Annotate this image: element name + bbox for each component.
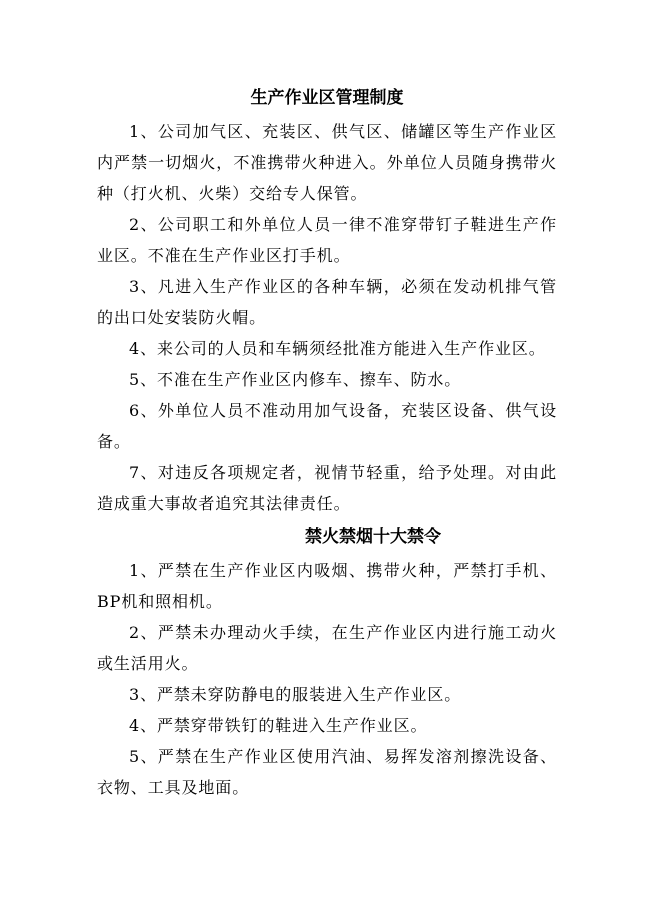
prohibition-paragraph: 4、严禁穿带铁钉的鞋进入生产作业区。 (129, 716, 428, 735)
rule-paragraph: 3、凡进入生产作业区的各种车辆，必须在发动机排气管的出口处安装防火帽。 (97, 277, 557, 327)
rule-paragraph: 4、来公司的人员和车辆须经批准方能进入生产作业区。 (129, 339, 546, 358)
fire-smoke-prohibitions-title: 禁火禁烟十大禁令 (305, 527, 441, 547)
prohibition-paragraph: 1、严禁在生产作业区内吸烟、携带火种，严禁打手机、BP机和照相机。 (97, 561, 557, 611)
prohibition-paragraph: 3、严禁未穿防静电的服装进入生产作业区。 (129, 685, 462, 704)
document-page (97, 80, 557, 803)
prohibition-paragraph: 5、严禁在生产作业区使用汽油、易挥发溶剂擦洗设备、衣物、工具及地面。 (97, 747, 557, 797)
rule-paragraph: 6、外单位人员不准动用加气设备，充装区设备、供气设备。 (97, 401, 557, 451)
production-area-rules-list (97, 116, 557, 519)
production-area-rules-title: 生产作业区管理制度 (250, 88, 404, 108)
rule-paragraph: 7、对违反各项规定者，视情节轻重，给予处理。对由此造成重大事故者追究其法律责任。 (97, 463, 557, 513)
rule-paragraph: 2、公司职工和外单位人员一律不准穿带钉子鞋进生产作业区。不准在生产作业区打手机。 (97, 215, 557, 265)
production-area-rules-section (97, 80, 557, 519)
fire-smoke-prohibitions-list (97, 555, 557, 803)
fire-smoke-prohibitions-section (97, 519, 557, 803)
prohibition-paragraph: 2、严禁未办理动火手续，在生产作业区内进行施工动火或生活用火。 (97, 623, 557, 673)
rule-paragraph: 1、公司加气区、充装区、供气区、储罐区等生产作业区内严禁一切烟火，不准携带火种进入。外单位人员随身携带火种（打火机、火柴）交给专人保管。 (97, 122, 557, 203)
rule-paragraph: 5、不准在生产作业区内修车、擦车、防水。 (129, 370, 462, 389)
